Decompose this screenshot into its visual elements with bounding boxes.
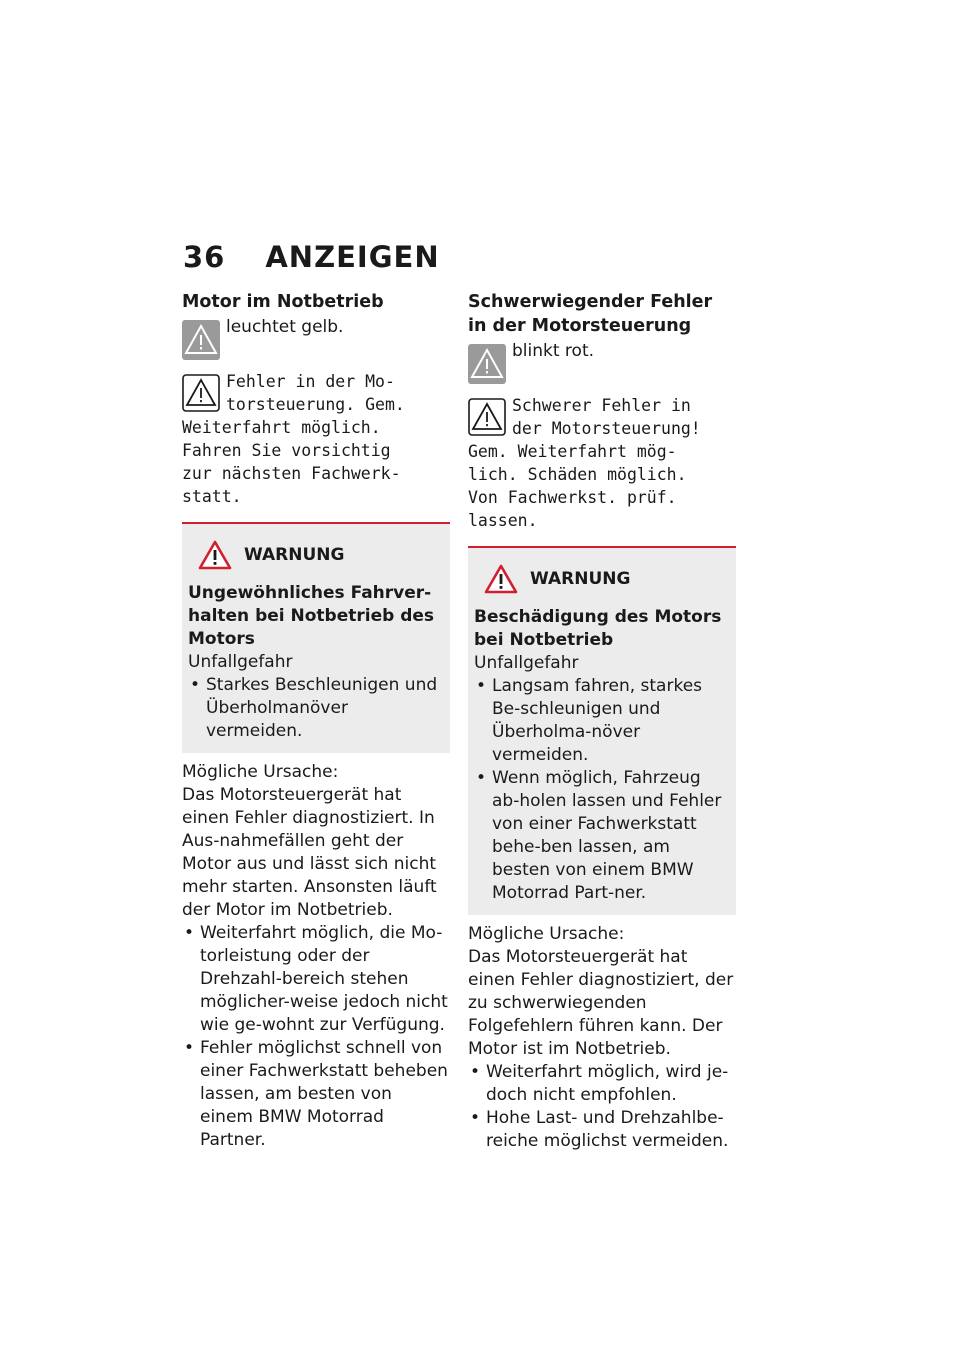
warning-triangle-indicator-icon (468, 344, 506, 384)
display-line: Fahren Sie vorsichtig (182, 441, 391, 460)
warning-header (474, 564, 730, 594)
section-title: ANZEIGEN (265, 240, 440, 274)
warning-triangle-indicator-icon (182, 320, 220, 360)
warning-exclamation-icon (198, 540, 232, 570)
display-line: Weiterfahrt möglich. (182, 418, 381, 437)
list-item: • Fehler möglichst schnell von einer Fachwerkstatt beheben lassen, am besten von einem BMW Motorrad Partner. (182, 1037, 450, 1152)
display-line: Fehler in der Mo- (226, 372, 395, 391)
cause-text: Das Motorsteuergerät hat einen Fehler diagnostiziert, der zu schwerwiegenden Folgefehlern führen kann. Der Motor ist im Notbetrieb. (468, 947, 734, 1059)
warning-exclamation-icon (484, 564, 518, 594)
left-warning-box (182, 522, 450, 753)
list-item: • Weiterfahrt möglich, die Mo-torleistung oder der Drehzahl-bereich stehen möglicher-weise jedoch nicht wie ge-wohnt zur Verfügung. (182, 922, 450, 1037)
display-line: Schwerer Fehler in (512, 396, 691, 415)
right-indicator-row (468, 340, 736, 384)
display-line: lassen. (468, 511, 538, 530)
page-header (183, 240, 440, 274)
warning-bullet: • Wenn möglich, Fahrzeug ab-holen lassen und Fehler von einer Fachwerkstatt behe-ben lassen, am besten von einem BMW Motorrad Part-ner. (474, 767, 730, 905)
right-display-message (468, 394, 736, 532)
right-warning-box (468, 546, 736, 915)
display-line: zur nächsten Fachwerk- (182, 464, 401, 483)
left-display-message (182, 370, 450, 508)
cause-label: Mögliche Ursache: (182, 762, 339, 782)
warning-bullet: • Langsam fahren, starkes Be-schleunigen und Überholma-növer vermeiden. (474, 675, 730, 767)
cause-label: Mögliche Ursache: (468, 924, 625, 944)
warning-triangle-display-icon (468, 398, 506, 436)
page-number: 36 (183, 240, 226, 274)
display-line: Von Fachwerkst. prüf. (468, 488, 677, 507)
warning-hazard: Unfallgefahr (188, 652, 293, 672)
warning-hazard: Unfallgefahr (474, 653, 579, 673)
display-line: lich. Schäden möglich. (468, 465, 687, 484)
display-line: der Motorsteuerung! (512, 419, 701, 438)
warning-label: WARNUNG (244, 544, 345, 565)
warning-header (188, 540, 444, 570)
right-column (468, 290, 736, 1153)
right-indicator-text: blinkt rot. (512, 341, 595, 361)
display-line: statt. (182, 487, 242, 506)
warning-label: WARNUNG (530, 568, 631, 589)
left-column (182, 290, 450, 1152)
warning-title: Beschädigung des Motors bei Notbetrieb (474, 607, 722, 650)
left-indicator-row (182, 316, 450, 360)
warning-bullet: • Starkes Beschleunigen und Überholmanöver vermeiden. (188, 674, 444, 743)
left-section-title: Motor im Notbetrieb (182, 292, 384, 312)
cause-text: Das Motorsteuergerät hat einen Fehler diagnostiziert. In Aus-nahmefällen geht der Motor aus und lässt sich nicht mehr starten. Ansonsten läuft der Motor im Notbetrieb. (182, 785, 437, 920)
display-line: Gem. Weiterfahrt mög- (468, 442, 677, 461)
warning-title: Ungewöhnliches Fahrver-halten bei Notbetrieb des Motors (188, 583, 435, 649)
warning-triangle-display-icon (182, 374, 220, 412)
list-item: • Weiterfahrt möglich, wird je-doch nicht empfohlen. (468, 1061, 736, 1107)
display-line: torsteuerung. Gem. (226, 395, 405, 414)
list-item: • Hohe Last- und Drehzahlbe-reiche möglichst vermeiden. (468, 1107, 736, 1153)
left-indicator-text: leuchtet gelb. (226, 317, 344, 337)
right-section-title: Schwerwiegender Fehler in der Motorsteuerung (468, 292, 713, 336)
